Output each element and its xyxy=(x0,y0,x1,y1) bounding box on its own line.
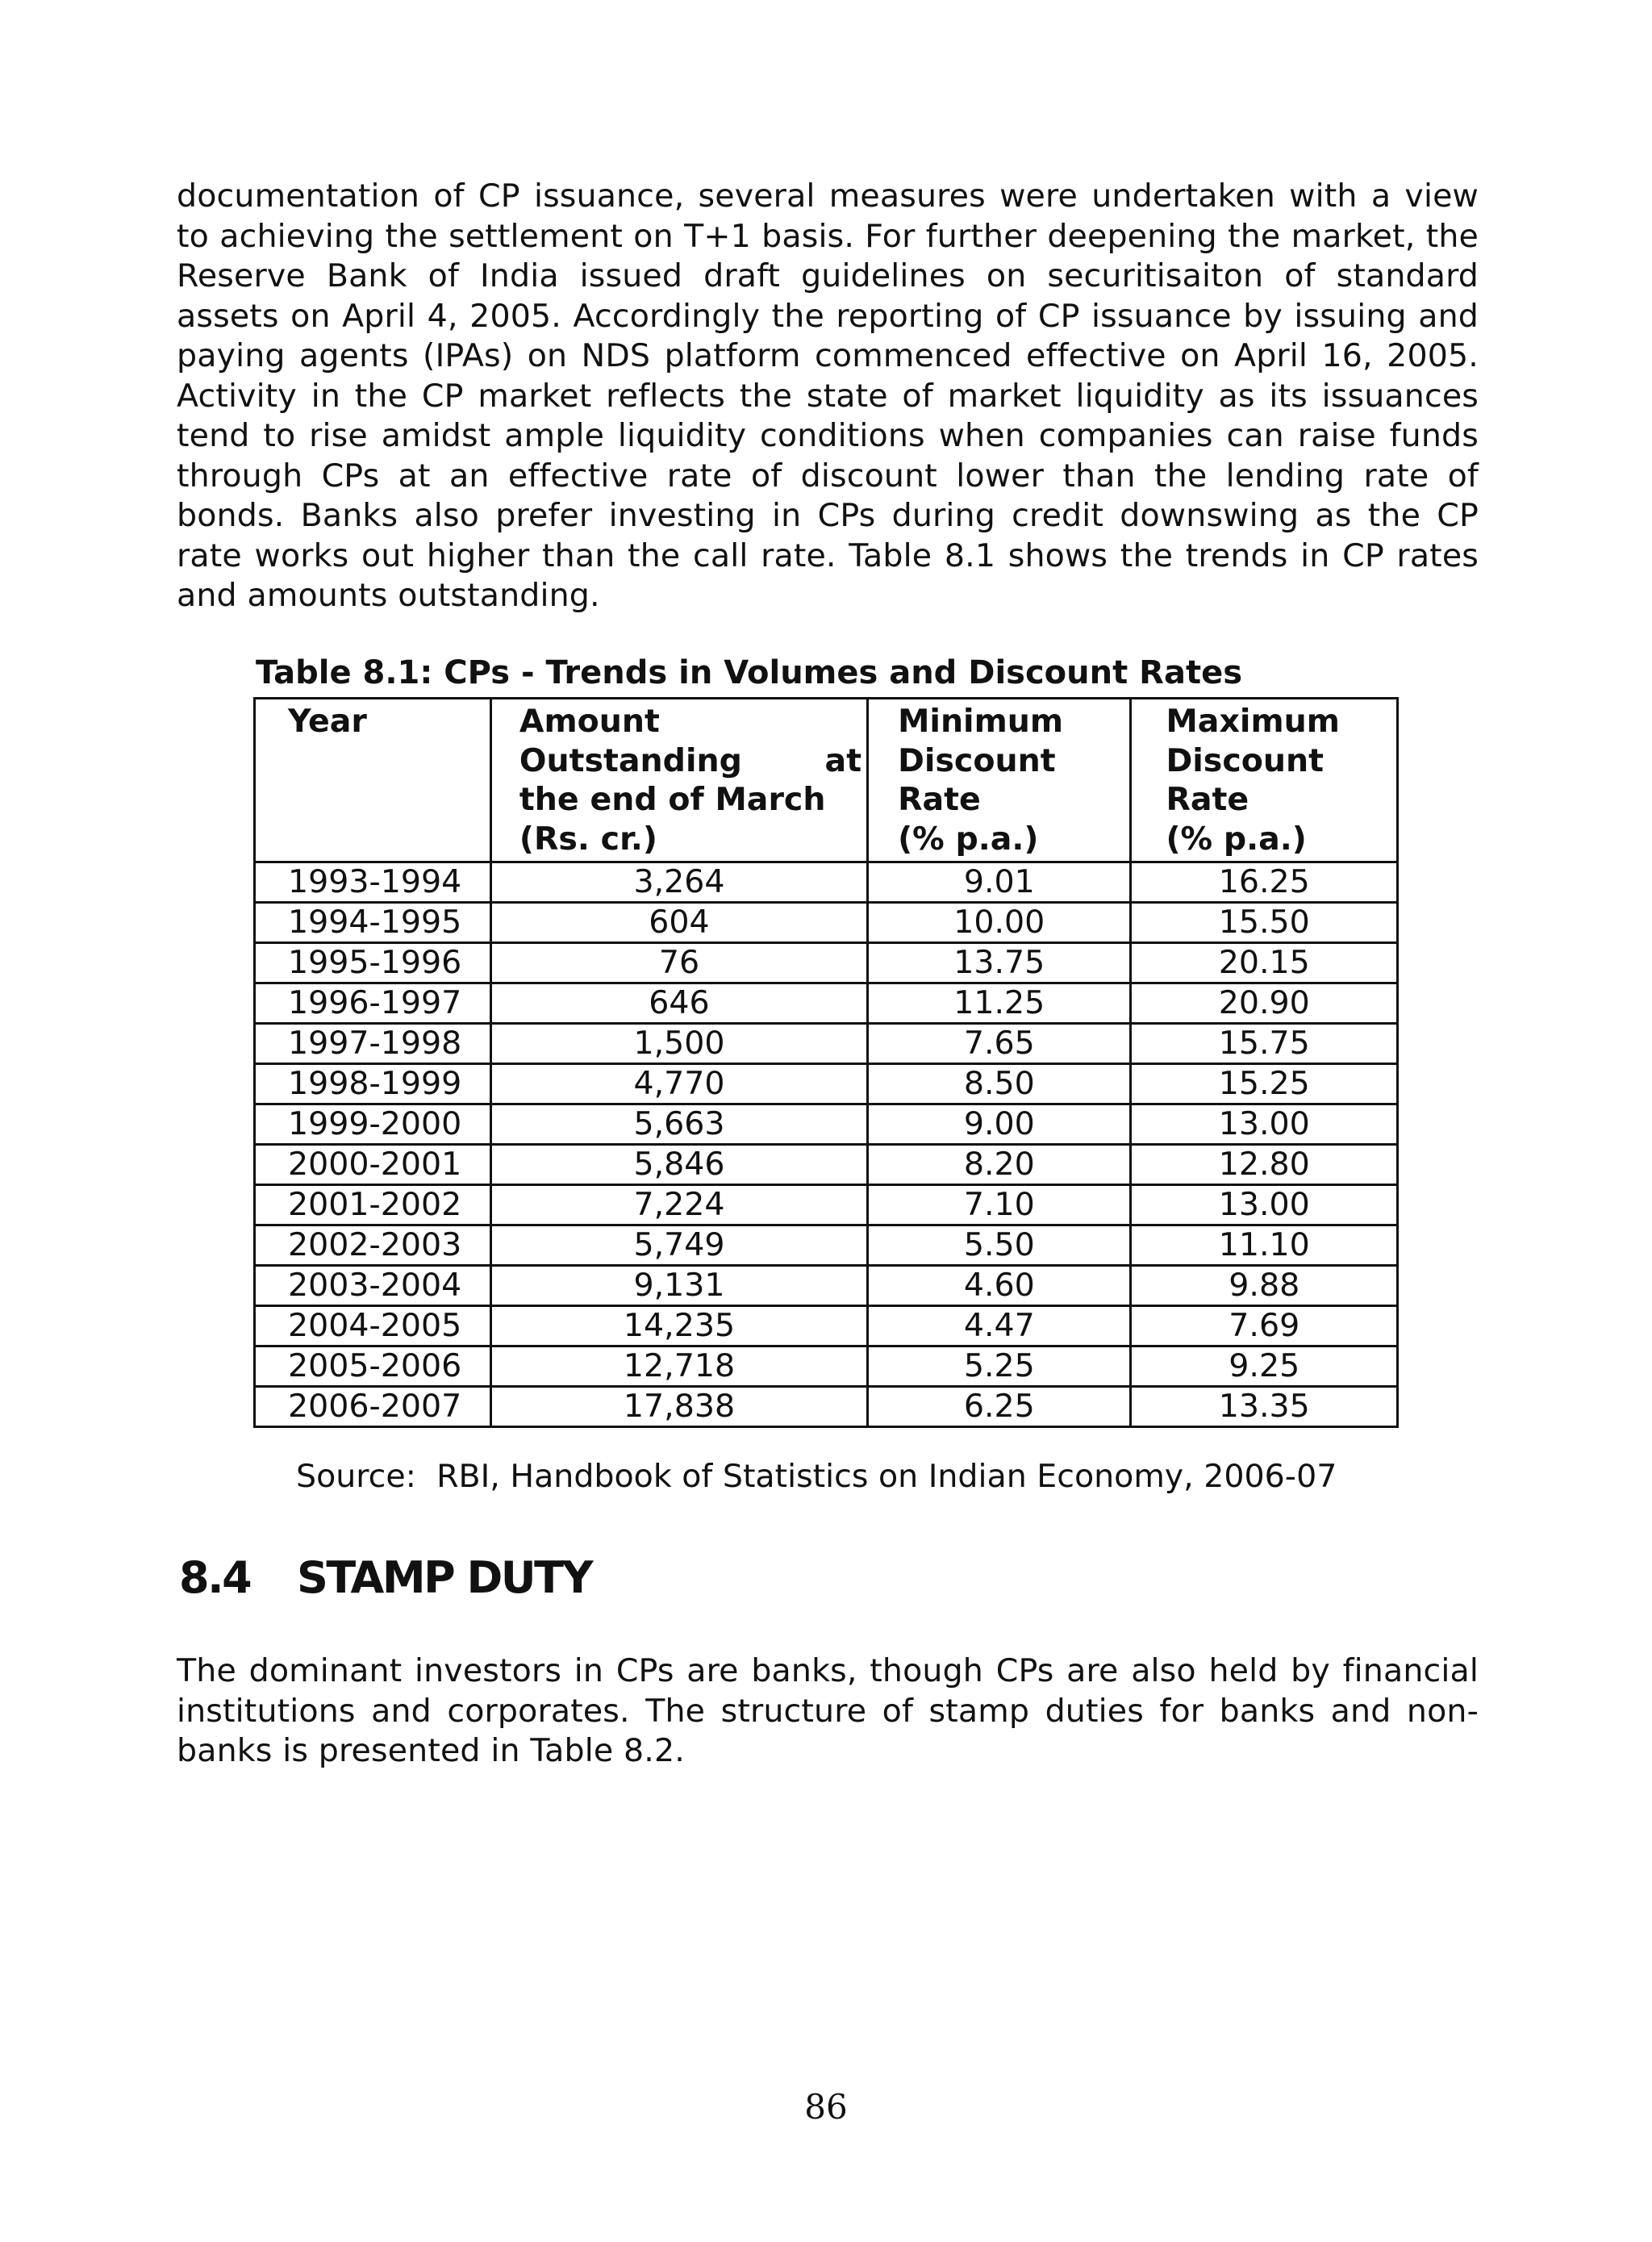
cell-min-rate: 9.01 xyxy=(868,862,1131,903)
header-max-line3: Rate xyxy=(1166,781,1249,818)
cell-min-rate: 11.25 xyxy=(868,983,1131,1024)
cell-max-rate: 9.88 xyxy=(1131,1266,1398,1306)
header-max-line2: Discount xyxy=(1166,741,1324,779)
table-row xyxy=(255,943,1398,983)
table-row xyxy=(255,1185,1398,1225)
cell-min-rate: 4.47 xyxy=(868,1306,1131,1346)
cell-min-rate: 5.25 xyxy=(868,1346,1131,1387)
cell-max-rate: 7.69 xyxy=(1131,1306,1398,1346)
cell-year: 1996-1997 xyxy=(255,983,491,1024)
table-row xyxy=(255,862,1398,903)
cell-min-rate: 13.75 xyxy=(868,943,1131,983)
cp-trends-table xyxy=(253,697,1399,1428)
cell-amount: 5,749 xyxy=(490,1225,867,1266)
section-heading xyxy=(179,1552,591,1604)
cell-max-rate: 11.10 xyxy=(1131,1225,1398,1266)
cell-amount: 604 xyxy=(490,903,867,943)
cell-year: 2005-2006 xyxy=(255,1346,491,1387)
cell-year: 1995-1996 xyxy=(255,943,491,983)
header-amount-line2-a: Outstanding xyxy=(519,741,742,779)
cell-amount: 14,235 xyxy=(490,1306,867,1346)
cell-min-rate: 6.25 xyxy=(868,1387,1131,1427)
cell-max-rate: 15.75 xyxy=(1131,1024,1398,1064)
cell-min-rate: 7.65 xyxy=(868,1024,1131,1064)
header-max-rate xyxy=(1131,699,1398,862)
cell-amount: 646 xyxy=(490,983,867,1024)
cell-year: 2000-2001 xyxy=(255,1145,491,1185)
cell-amount: 4,770 xyxy=(490,1064,867,1104)
intro-paragraph: documentation of CP issuance, several measures were undertaken with a view to achieving the settlement on T+1 basis. For further deepening the market, the Reserve Bank of India issued draft guidelines on securitisaiton of standard assets on April 4, 2005. Accordingly the reporting of CP issuance by issuing and paying agents (IPAs) on NDS platform commenced effective on April 16, 2005. Activity in the CP market reflects the state of market liquidity as its issuances tend to rise amidst ample liquidity conditions when companies can raise funds through CPs at an effective rate of discount lower than the lending rate of bonds. Banks also prefer investing in CPs during credit downswing as the CP rate works out higher than the call rate. Table 8.1 shows the trends in CP rates and amounts outstanding. xyxy=(177,177,1479,614)
header-amount-line2 xyxy=(519,741,861,781)
cell-amount: 5,846 xyxy=(490,1145,867,1185)
header-min-line1: Minimum xyxy=(898,703,1064,740)
cell-year: 1994-1995 xyxy=(255,903,491,943)
table-row xyxy=(255,1266,1398,1306)
cell-year: 2001-2002 xyxy=(255,1185,491,1225)
cell-max-rate: 20.15 xyxy=(1131,943,1398,983)
table-row xyxy=(255,1064,1398,1104)
header-max-line4: (% p.a.) xyxy=(1166,820,1307,858)
header-min-line2: Discount xyxy=(898,741,1056,779)
cell-max-rate: 16.25 xyxy=(1131,862,1398,903)
table-row xyxy=(255,1024,1398,1064)
header-year xyxy=(255,699,491,862)
cell-max-rate: 20.90 xyxy=(1131,983,1398,1024)
section-paragraph: The dominant investors in CPs are banks, though CPs are also held by financial institutions and corporates. The structure of stamp duties for banks and non-banks is presented in Table 8.2. xyxy=(177,1652,1479,1769)
cell-max-rate: 13.00 xyxy=(1131,1185,1398,1225)
cell-year: 2003-2004 xyxy=(255,1266,491,1306)
cell-max-rate: 9.25 xyxy=(1131,1346,1398,1387)
cell-amount: 12,718 xyxy=(490,1346,867,1387)
section-title: STAMP DUTY xyxy=(297,1552,592,1603)
header-min-line3: Rate xyxy=(898,781,981,818)
cell-max-rate: 15.25 xyxy=(1131,1064,1398,1104)
header-amount-line1: Amount xyxy=(519,703,660,740)
cell-min-rate: 4.60 xyxy=(868,1266,1131,1306)
cell-year: 2006-2007 xyxy=(255,1387,491,1427)
table-header-row xyxy=(255,699,1398,862)
page-number: 86 xyxy=(804,2087,848,2127)
cell-amount: 1,500 xyxy=(490,1024,867,1064)
table-row xyxy=(255,1387,1398,1427)
cell-amount: 9,131 xyxy=(490,1266,867,1306)
cell-min-rate: 9.00 xyxy=(868,1104,1131,1145)
cell-amount: 7,224 xyxy=(490,1185,867,1225)
table-caption: Table 8.1: CPs - Trends in Volumes and Discount Rates xyxy=(256,654,1243,691)
section-number: 8.4 xyxy=(179,1552,251,1603)
table-row xyxy=(255,903,1398,943)
table-row xyxy=(255,1346,1398,1387)
cell-year: 2002-2003 xyxy=(255,1225,491,1266)
cell-max-rate: 13.00 xyxy=(1131,1104,1398,1145)
cell-year: 1998-1999 xyxy=(255,1064,491,1104)
table-row xyxy=(255,983,1398,1024)
cell-year: 2004-2005 xyxy=(255,1306,491,1346)
header-max-line1: Maximum xyxy=(1166,703,1340,740)
cell-amount: 17,838 xyxy=(490,1387,867,1427)
header-year-label: Year xyxy=(288,703,367,740)
table-source-note: Source: RBI, Handbook of Statistics on Indian Economy, 2006-07 xyxy=(296,1458,1337,1495)
header-amount xyxy=(490,699,867,862)
cell-min-rate: 10.00 xyxy=(868,903,1131,943)
header-amount-line4: (Rs. cr.) xyxy=(519,820,657,858)
cell-min-rate: 8.50 xyxy=(868,1064,1131,1104)
table-row xyxy=(255,1225,1398,1266)
header-amount-line2-b: at xyxy=(824,741,862,779)
cell-year: 1997-1998 xyxy=(255,1024,491,1064)
cell-year: 1993-1994 xyxy=(255,862,491,903)
header-min-line4: (% p.a.) xyxy=(898,820,1039,858)
cell-max-rate: 12.80 xyxy=(1131,1145,1398,1185)
cell-max-rate: 15.50 xyxy=(1131,903,1398,943)
cell-year: 1999-2000 xyxy=(255,1104,491,1145)
table-row xyxy=(255,1104,1398,1145)
cell-amount: 5,663 xyxy=(490,1104,867,1145)
cell-min-rate: 8.20 xyxy=(868,1145,1131,1185)
header-min-rate xyxy=(868,699,1131,862)
cell-min-rate: 5.50 xyxy=(868,1225,1131,1266)
cell-amount: 3,264 xyxy=(490,862,867,903)
cell-max-rate: 13.35 xyxy=(1131,1387,1398,1427)
header-amount-line3: the end of March xyxy=(519,781,826,818)
table-row xyxy=(255,1306,1398,1346)
table-row xyxy=(255,1145,1398,1185)
cell-amount: 76 xyxy=(490,943,867,983)
cell-min-rate: 7.10 xyxy=(868,1185,1131,1225)
